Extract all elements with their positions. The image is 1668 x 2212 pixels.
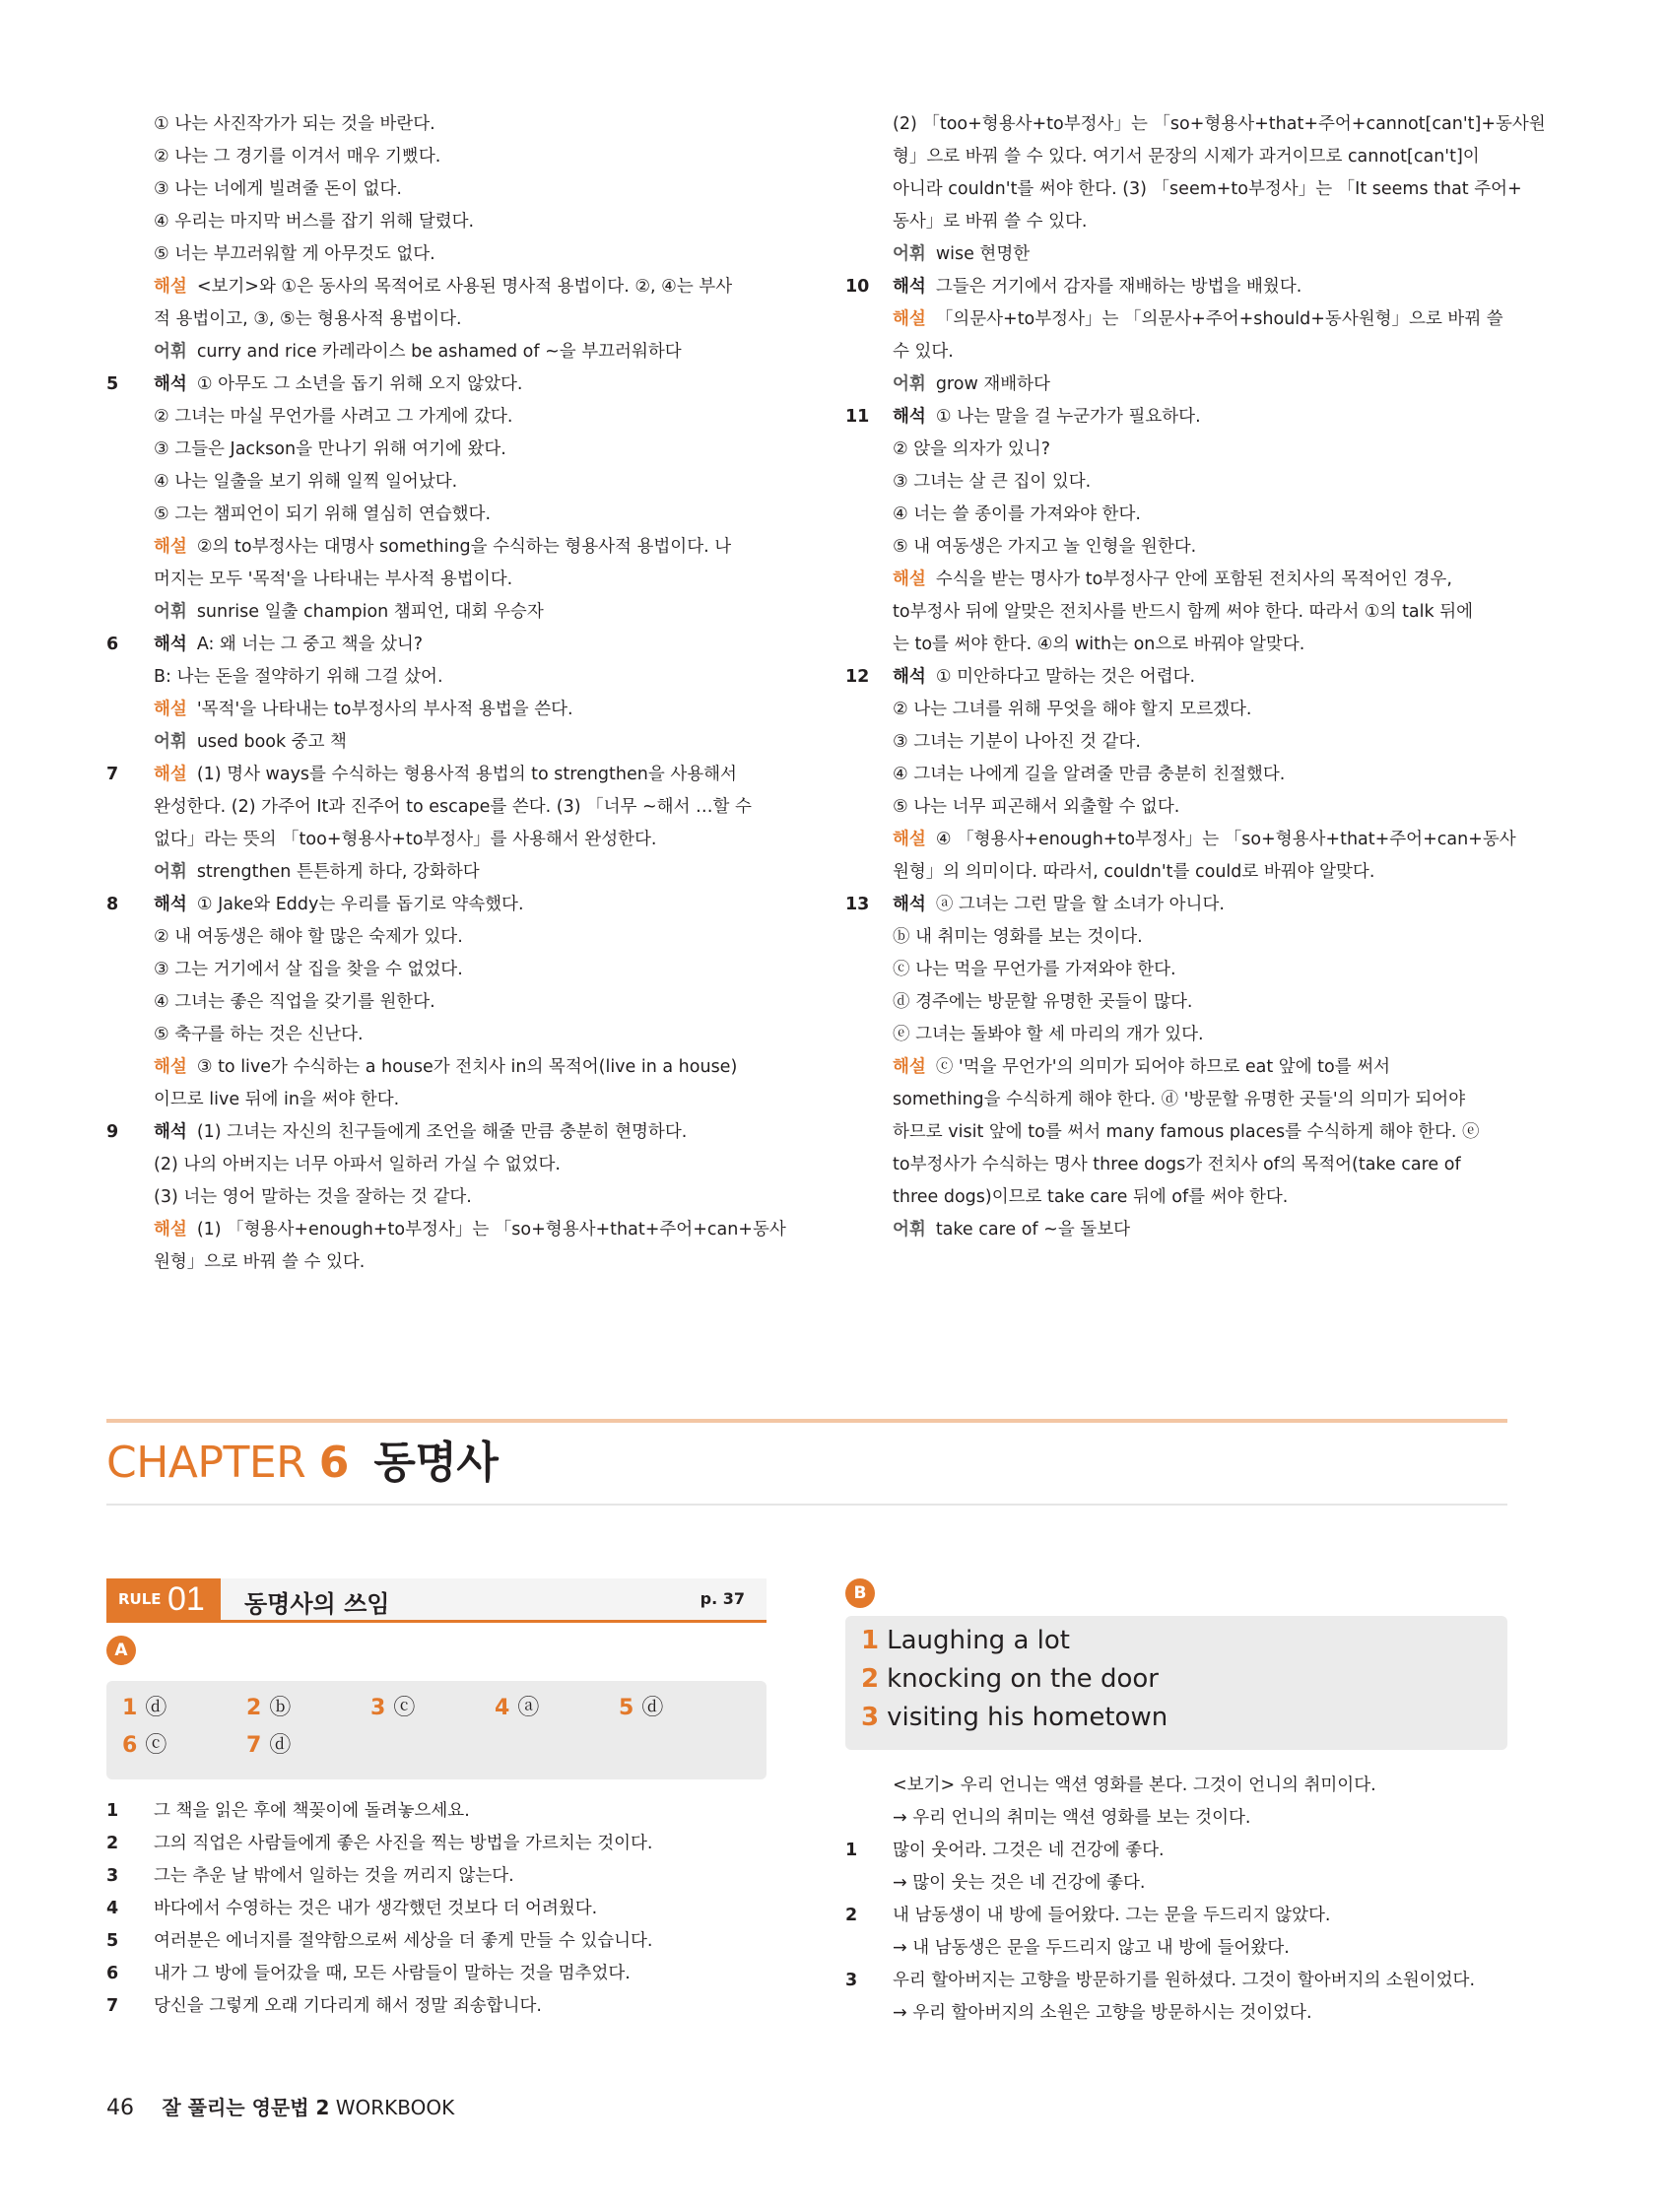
line-text: 여러분은 에너지를 절약함으로써 세상을 더 좋게 만들 수 있습니다. [154, 1931, 653, 1951]
answer-item [370, 1691, 415, 1721]
text-line [845, 824, 1516, 856]
item-number: 3 [106, 1866, 119, 1886]
text-line [106, 629, 767, 661]
line-text: 내가 그 방에 들어갔을 때, 모든 사람들이 말하는 것을 멈추었다. [154, 1964, 631, 1983]
label-keyword: 해설 [154, 1057, 187, 1077]
line-text: 그들은 거기에서 감자를 재배하는 방법을 배웠다. [935, 277, 1302, 297]
line-text: ③ 그들은 Jackson을 만나기 위해 여기에 왔다. [154, 439, 506, 459]
chapter-divider [106, 1419, 1507, 1423]
translation-line [845, 1802, 1505, 1835]
text-line [106, 759, 767, 791]
line-text: ④ 그녀는 좋은 직업을 갖기를 원한다. [154, 992, 435, 1012]
text-line [106, 661, 767, 694]
text-line [106, 466, 767, 499]
text-line [106, 1051, 767, 1084]
line-text: ⓑ 내 취미는 영화를 보는 것이다. [893, 927, 1143, 947]
chapter-underline [106, 1504, 1507, 1506]
text-line [845, 954, 1505, 986]
text-line [845, 596, 1505, 629]
line-text: 는 to를 써야 한다. ④의 with는 on으로 바꿔야 알맞다. [893, 635, 1305, 654]
answer-number: 2 [246, 1696, 262, 1720]
text-line [845, 791, 1505, 824]
text-line [845, 564, 1505, 596]
text-line [106, 108, 767, 141]
line-text: 아니라 couldn't를 써야 한다. (3) 「seem+to부정사」는 「It seems that 주어+ [893, 179, 1522, 199]
answer-value: knocking on the door [887, 1664, 1159, 1694]
answer-value: ⓑ [269, 1696, 292, 1720]
answer-number: 7 [246, 1733, 262, 1758]
text-line [845, 661, 1505, 694]
line-text: to부정사가 수식하는 명사 three dogs가 전치사 of의 목적어(take care of [893, 1155, 1461, 1174]
label-keyword: 해석 [893, 667, 926, 687]
text-line [106, 1246, 767, 1279]
line-text: 우리 할아버지는 고향을 방문하기를 원하셨다. 그것이 할아버지의 소원이었다. [893, 1971, 1476, 1990]
section-a-answer-box [106, 1681, 767, 1779]
line-text: ⑤ 내 여동생은 가지고 놀 인형을 원한다. [893, 537, 1197, 557]
text-line [106, 499, 767, 531]
line-text: 「의문사+to부정사」는 「의문사+주어+should+동사원형」으로 바꿔 쓸 [935, 309, 1503, 329]
line-text: used book 중고 책 [196, 732, 347, 752]
text-line [845, 1084, 1505, 1116]
line-text: ① 나는 말을 걸 누군가가 필요하다. [935, 407, 1201, 427]
line-text: → 많이 웃는 것은 네 건강에 좋다. [893, 1873, 1146, 1893]
item-number: 13 [845, 895, 870, 914]
translation-line [845, 1965, 1505, 1997]
line-text: ④ 나는 일출을 보기 위해 일찍 일어났다. [154, 472, 458, 492]
page-footer [106, 2092, 454, 2120]
line-text: → 우리 할아버지의 소원은 고향을 방문하시는 것이었다. [893, 2003, 1312, 2023]
line-text: ⑤ 축구를 하는 것은 신난다. [154, 1025, 364, 1044]
rule-title: 동명사의 쓰임 [244, 1590, 390, 1618]
line-text: ① 나는 사진작가가 되는 것을 바란다. [154, 114, 435, 134]
text-line [106, 1116, 767, 1149]
label-keyword: 해석 [154, 1122, 187, 1142]
text-line [106, 206, 767, 238]
label-keyword: 해설 [893, 570, 926, 589]
answer-value: ⓓ [641, 1696, 664, 1720]
line-text: ④ 너는 쓸 종이를 가져와야 한다. [893, 504, 1141, 524]
text-line [845, 466, 1505, 499]
label-keyword: 해설 [893, 830, 926, 849]
book-subtitle: WORKBOOK [335, 2096, 455, 2119]
line-text: ④ 그녀는 나에게 길을 알려줄 만큼 충분히 친절했다. [893, 765, 1286, 784]
answer-number: 3 [370, 1696, 386, 1720]
label-keyword: 어휘 [154, 732, 187, 752]
line-text: 그의 직업은 사람들에게 좋은 사진을 찍는 방법을 가르치는 것이다. [154, 1834, 653, 1853]
line-text: 적 용법이고, ③, ⑤는 형용사적 용법이다. [154, 309, 462, 329]
text-line [106, 531, 767, 564]
line-text: (1) 그녀는 자신의 친구들에게 조언을 해줄 만큼 충분히 현명하다. [196, 1122, 688, 1142]
item-number: 5 [106, 1931, 119, 1951]
translation-line [845, 1900, 1505, 1932]
item-number: 9 [106, 1122, 119, 1142]
item-number: 5 [106, 374, 119, 394]
label-keyword: 해석 [893, 277, 926, 297]
line-text: ⓒ '먹을 무언가'의 의미가 되어야 하므로 eat 앞에 to를 써서 [935, 1057, 1391, 1077]
line-text: ③ 나는 너에게 빌려줄 돈이 없다. [154, 179, 402, 199]
answer-item [122, 1691, 167, 1721]
item-number: 12 [845, 667, 870, 687]
line-text: 하므로 visit 앞에 to를 써서 many famous places를 수식하게 해야 한다. ⓔ [893, 1122, 1480, 1142]
translation-line [106, 1860, 767, 1893]
text-line [845, 759, 1505, 791]
rule-header [106, 1578, 767, 1623]
text-line [845, 1214, 1505, 1246]
label-keyword: 해석 [893, 407, 926, 427]
text-line [845, 336, 1505, 369]
answer-value: ⓒ [145, 1733, 167, 1758]
text-line [845, 1181, 1505, 1214]
line-text: 많이 웃어라. 그것은 네 건강에 좋다. [893, 1841, 1165, 1860]
line-text: ① 아무도 그 소년을 돕기 위해 오지 않았다. [196, 374, 523, 394]
line-text: grow 재배하다 [935, 374, 1050, 394]
line-text: (1) 명사 ways를 수식하는 형용사적 용법의 to strengthen을 사용해서 [196, 765, 737, 784]
answer-item [861, 1703, 1168, 1732]
line-text: something을 수식하게 해야 한다. ⓓ '방문할 유명한 곳들'의 의미가 되어야 [893, 1090, 1466, 1109]
line-text: 바다에서 수영하는 것은 내가 생각했던 것보다 더 어려웠다. [154, 1899, 598, 1918]
text-line [106, 694, 767, 726]
answer-value: ⓒ [393, 1696, 416, 1720]
text-line [106, 1181, 767, 1214]
line-text: take care of ~을 돌보다 [935, 1220, 1130, 1240]
text-line [845, 1019, 1505, 1051]
label-keyword: 어휘 [893, 244, 926, 264]
line-text: 완성한다. (2) 가주어 It과 진주어 to escape를 쓴다. (3) 「너무 ~해서 …할 수 [154, 797, 752, 817]
line-text: B: 나는 돈을 절약하기 위해 그걸 샀어. [154, 667, 443, 687]
line-text: 내 남동생이 내 방에 들어왔다. 그는 문을 두드리지 않았다. [893, 1906, 1331, 1925]
translation-line [845, 1867, 1505, 1900]
answer-item [495, 1691, 539, 1721]
translation-line [106, 1925, 767, 1958]
text-line [845, 401, 1505, 434]
label-keyword: 해설 [154, 700, 187, 719]
text-line [845, 173, 1522, 206]
text-line [845, 238, 1505, 271]
label-keyword: 해설 [154, 765, 187, 784]
translation-line [845, 1997, 1505, 2030]
label-keyword: 해석 [154, 895, 187, 914]
text-line [106, 271, 767, 303]
answer-value: ⓓ [269, 1733, 292, 1758]
label-keyword: 해석 [154, 374, 187, 394]
text-line [845, 694, 1505, 726]
line-text: ⓓ 경주에는 방문할 유명한 곳들이 많다. [893, 992, 1193, 1012]
text-line [845, 629, 1505, 661]
line-text: 이므로 live 뒤에 in을 써야 한다. [154, 1090, 400, 1109]
line-text: ④ 우리는 마지막 버스를 잡기 위해 달렸다. [154, 212, 475, 232]
answer-item [246, 1691, 291, 1721]
translation-line [106, 1990, 767, 2023]
line-text: <보기> 우리 언니는 액션 영화를 본다. 그것이 언니의 취미이다. [893, 1776, 1376, 1795]
item-number: 6 [106, 635, 119, 654]
translation-line [845, 1932, 1505, 1965]
line-text: ② 나는 그녀를 위해 무엇을 해야 할지 모르겠다. [893, 700, 1252, 719]
text-line [845, 856, 1505, 889]
answer-number: 1 [122, 1696, 138, 1720]
text-line [106, 401, 767, 434]
line-text: 수식을 받는 명사가 to부정사구 안에 포함된 전치사의 목적어인 경우, [935, 570, 1452, 589]
text-line [106, 336, 767, 369]
line-text: ③ 그녀는 살 큰 집이 있다. [893, 472, 1092, 492]
text-line [106, 173, 767, 206]
answer-number: 5 [619, 1696, 634, 1720]
left-column [106, 108, 786, 1279]
book-title: 잘 풀리는 영문법 2 [162, 2096, 330, 2119]
answer-number: 2 [861, 1664, 880, 1694]
text-line [106, 369, 767, 401]
text-line [106, 986, 767, 1019]
text-line [845, 271, 1505, 303]
section-a-translations [106, 1795, 767, 2023]
item-number: 10 [845, 277, 870, 297]
line-text: ① 미안하다고 말하는 것은 어렵다. [935, 667, 1196, 687]
line-text: → 우리 언니의 취미는 액션 영화를 보는 것이다. [893, 1808, 1251, 1828]
item-number: 2 [106, 1834, 119, 1853]
line-text: ③ 그녀는 기분이 나아진 것 같다. [893, 732, 1141, 752]
label-keyword: 어휘 [154, 862, 187, 882]
text-line [106, 434, 767, 466]
answer-number: 4 [495, 1696, 510, 1720]
line-text: ④ 「형용사+enough+to부정사」는 「so+형용사+that+주어+can+동사 [935, 830, 1516, 849]
section-b-badge: B [845, 1578, 875, 1608]
text-line [845, 921, 1505, 954]
text-line [845, 108, 1546, 141]
item-number: 3 [845, 1971, 858, 1990]
section-a-badge: A [106, 1636, 136, 1665]
line-text: three dogs)이므로 take care 뒤에 of를 써야 한다. [893, 1187, 1289, 1207]
text-line [845, 434, 1505, 466]
label-keyword: 해설 [154, 1220, 187, 1240]
line-text: 원형」으로 바꿔 쓸 수 있다. [154, 1252, 366, 1272]
line-text: ① Jake와 Eddy는 우리를 돕기로 약속했다. [196, 895, 524, 914]
translation-line [106, 1828, 767, 1860]
line-text: 당신을 그렇게 오래 기다리게 해서 정말 죄송합니다. [154, 1996, 542, 2016]
text-line [106, 726, 767, 759]
text-line [845, 206, 1505, 238]
answer-value: Laughing a lot [887, 1626, 1070, 1655]
line-text: ② 앉을 의자가 있니? [893, 439, 1050, 459]
line-text: curry and rice 카레라이스 be ashamed of ~을 부끄러워하다 [196, 342, 682, 362]
label-keyword: 어휘 [154, 342, 187, 362]
text-line [106, 954, 767, 986]
label-keyword: 해설 [154, 537, 187, 557]
item-number: 2 [845, 1906, 858, 1925]
line-text: '목적'을 나타내는 to부정사의 부사적 용법을 쓴다. [196, 700, 573, 719]
line-text: wise 현명한 [935, 244, 1031, 264]
line-text: 없다」라는 뜻의 「too+형용사+to부정사」를 사용해서 완성한다. [154, 830, 657, 849]
line-text: 머지는 모두 '목적'을 나타내는 부사적 용법이다. [154, 570, 513, 589]
rule-tag [106, 1578, 221, 1620]
text-line [106, 1214, 786, 1246]
text-line [106, 141, 767, 173]
text-line [106, 596, 767, 629]
item-number: 7 [106, 765, 119, 784]
text-line [106, 303, 767, 336]
line-text: → 내 남동생은 문을 두드리지 않고 내 방에 들어왔다. [893, 1938, 1290, 1958]
line-text: ② 나는 그 경기를 이겨서 매우 기뻤다. [154, 147, 441, 167]
answer-number: 1 [861, 1626, 880, 1655]
line-text: sunrise 일출 champion 챔피언, 대회 우승자 [196, 602, 544, 622]
line-text: A: 왜 너는 그 중고 책을 샀니? [196, 635, 424, 654]
chapter-prefix: CHAPTER [106, 1438, 306, 1488]
line-text: ③ to live가 수식하는 a house가 전치사 in의 목적어(live in a house) [196, 1057, 738, 1077]
answer-number: 6 [122, 1733, 138, 1758]
translation-line [106, 1795, 767, 1828]
line-text: (2) 나의 아버지는 너무 아파서 일하러 가실 수 없었다. [154, 1155, 561, 1174]
text-line [106, 564, 767, 596]
translation-line [106, 1893, 767, 1925]
line-text: ⓐ 그녀는 그런 말을 할 소녀가 아니다. [935, 895, 1225, 914]
text-line [106, 856, 767, 889]
text-line [106, 1149, 767, 1181]
label-keyword: 어휘 [893, 1220, 926, 1240]
text-line [845, 141, 1505, 173]
text-line [845, 986, 1505, 1019]
item-number: 6 [106, 1964, 119, 1983]
answer-item [122, 1728, 167, 1759]
text-line [845, 499, 1505, 531]
rule-number: 01 [167, 1580, 205, 1618]
label-keyword: 해석 [154, 635, 187, 654]
item-number: 11 [845, 407, 870, 427]
chapter-title [106, 1437, 498, 1490]
text-line [106, 238, 767, 271]
line-text: 그 책을 읽은 후에 책꽂이에 돌려놓으세요. [154, 1801, 470, 1821]
line-text: strengthen 튼튼하게 하다, 강화하다 [196, 862, 480, 882]
line-text: 형」으로 바꿔 쓸 수 있다. 여기서 문장의 시제가 과거이므로 cannot[can't]이 [893, 147, 1480, 167]
translation-line [106, 1958, 767, 1990]
line-text: ⓒ 나는 먹을 무언가를 가져와야 한다. [893, 960, 1176, 979]
answer-item [861, 1626, 1070, 1655]
text-line [845, 889, 1505, 921]
answer-value: visiting his hometown [887, 1703, 1168, 1732]
right-column [845, 108, 1546, 1246]
page-number: 46 [106, 2096, 134, 2120]
line-text: ②의 to부정사는 대명사 something을 수식하는 형용사적 용법이다. 나 [196, 537, 732, 557]
line-text: ⑤ 너는 부끄러워할 게 아무것도 없다. [154, 244, 435, 264]
section-b-answer-box [845, 1616, 1507, 1750]
item-number: 8 [106, 895, 119, 914]
chapter-name: 동명사 [373, 1438, 499, 1488]
translation-line [845, 1835, 1505, 1867]
rule-label: RULE [118, 1590, 162, 1608]
text-line [106, 889, 767, 921]
answer-number: 3 [861, 1703, 880, 1732]
line-text: ② 그녀는 마실 무언가를 사려고 그 가게에 갔다. [154, 407, 513, 427]
line-text: <보기>와 ①은 동사의 목적어로 사용된 명사적 용법이다. ②, ④는 부사 [196, 277, 733, 297]
label-keyword: 해석 [893, 895, 926, 914]
item-number: 1 [106, 1801, 119, 1821]
answer-value: ⓓ [145, 1696, 167, 1720]
section-b-translations [845, 1770, 1505, 2030]
text-line [106, 1084, 767, 1116]
line-text: (3) 너는 영어 말하는 것을 잘하는 것 같다. [154, 1187, 472, 1207]
text-line [845, 369, 1505, 401]
line-text: 그는 추운 날 밖에서 일하는 것을 꺼리지 않는다. [154, 1866, 514, 1886]
line-text: ③ 그는 거기에서 살 집을 찾을 수 없었다. [154, 960, 463, 979]
chapter-number: 6 [318, 1438, 349, 1488]
label-keyword: 어휘 [154, 602, 187, 622]
translation-line [845, 1770, 1505, 1802]
item-number: 1 [845, 1841, 858, 1860]
line-text: to부정사 뒤에 알맞은 전치사를 반드시 함께 써야 한다. 따라서 ①의 talk 뒤에 [893, 602, 1474, 622]
text-line [845, 1051, 1505, 1084]
text-line [106, 921, 767, 954]
label-keyword: 해설 [154, 277, 187, 297]
text-line [106, 1019, 767, 1051]
line-text: 원형」의 의미이다. 따라서, couldn't를 could로 바꿔야 알맞다. [893, 862, 1375, 882]
label-keyword: 해설 [893, 309, 926, 329]
line-text: (1) 「형용사+enough+to부정사」는 「so+형용사+that+주어+can+동사 [196, 1220, 786, 1240]
text-line [106, 824, 767, 856]
line-text: (2) 「too+형용사+to부정사」는 「so+형용사+that+주어+cannot[can't]+동사원 [893, 114, 1546, 134]
answer-value: ⓐ [517, 1696, 540, 1720]
text-line [845, 303, 1505, 336]
label-keyword: 어휘 [893, 374, 926, 394]
answer-item [861, 1664, 1159, 1694]
line-text: ⑤ 나는 너무 피곤해서 외출할 수 없다. [893, 797, 1180, 817]
line-text: ⓔ 그녀는 돌봐야 할 세 마리의 개가 있다. [893, 1025, 1204, 1044]
text-line [845, 531, 1505, 564]
item-number: 4 [106, 1899, 119, 1918]
text-line [106, 791, 767, 824]
line-text: 동사」로 바꿔 쓸 수 있다. [893, 212, 1088, 232]
label-keyword: 해설 [893, 1057, 926, 1077]
text-line [845, 726, 1505, 759]
line-text: 수 있다. [893, 342, 954, 362]
line-text: ⑤ 그는 챔피언이 되기 위해 열심히 연습했다. [154, 504, 492, 524]
answer-item [246, 1728, 291, 1759]
answer-item [619, 1691, 663, 1721]
text-line [845, 1149, 1505, 1181]
text-line [845, 1116, 1505, 1149]
line-text: ② 내 여동생은 해야 할 많은 숙제가 있다. [154, 927, 463, 947]
item-number: 7 [106, 1996, 119, 2016]
rule-page-ref: p. 37 [700, 1589, 745, 1608]
